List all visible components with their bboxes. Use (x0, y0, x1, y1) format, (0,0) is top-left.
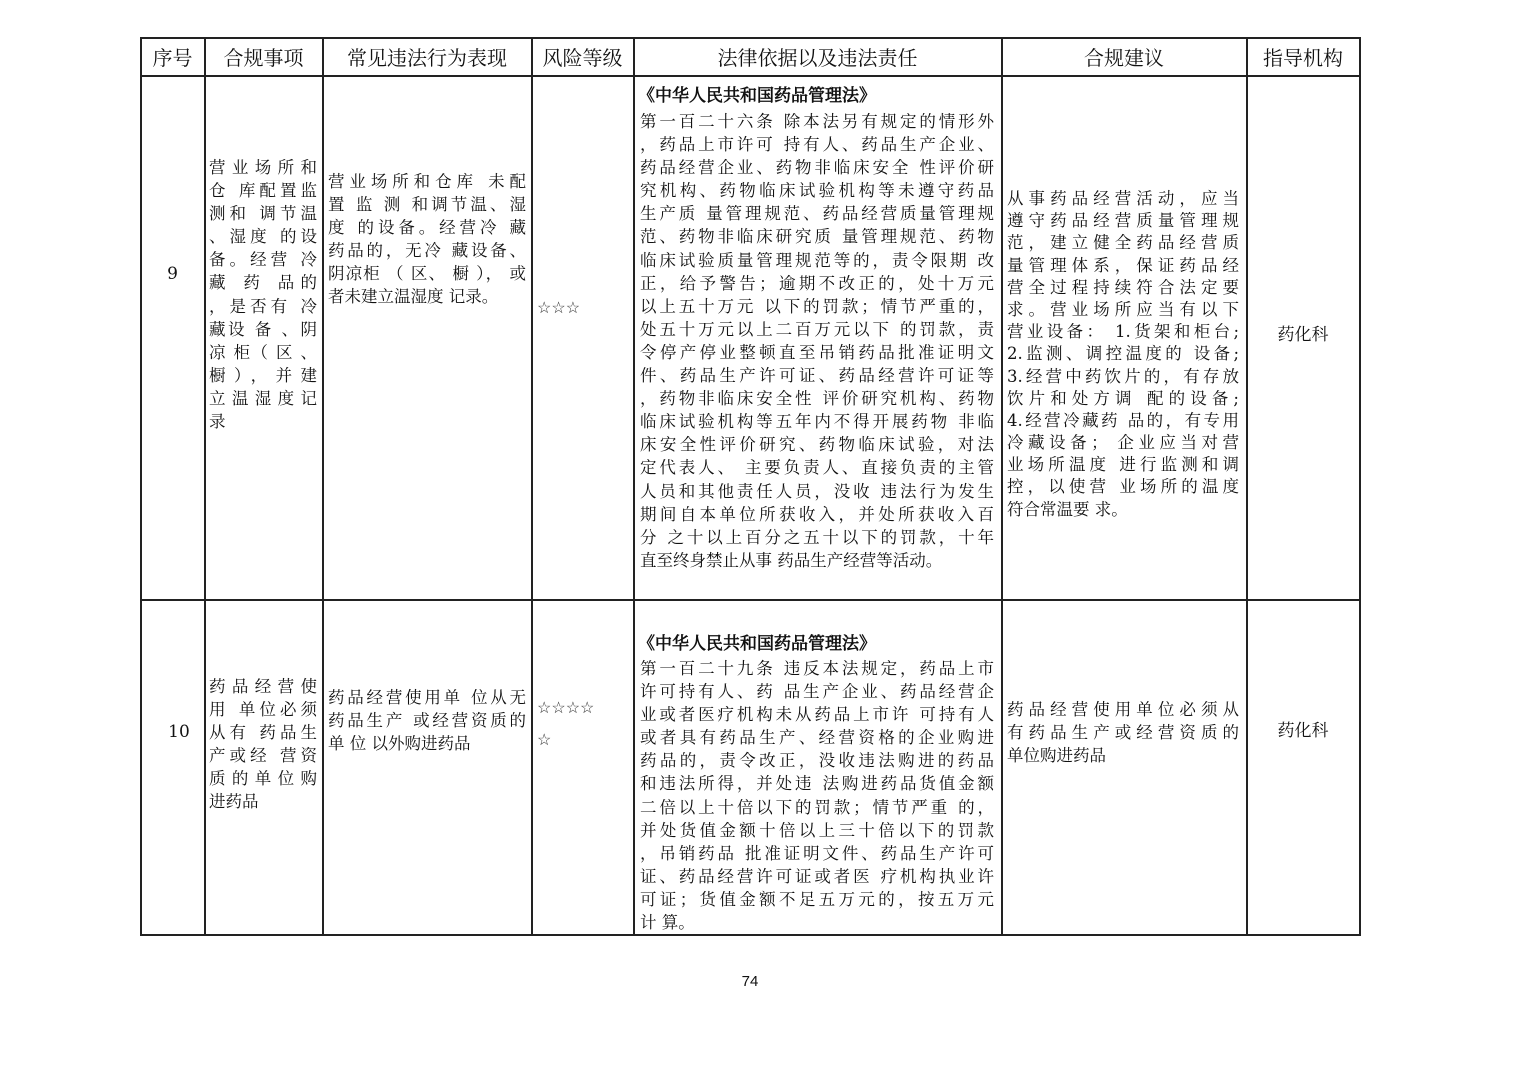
text-line: 件、药品生产许可证、药品经营许可证等 (640, 366, 994, 386)
text-line: ，是否有 冷 (209, 296, 317, 316)
text-line: ☆☆☆☆ (537, 698, 595, 717)
header-law: 法律依据以及违法责任 (717, 46, 918, 70)
text-line: 质 的 单 位 购 (209, 769, 317, 789)
compliance-item (209, 156, 317, 433)
text-line: 从有 药品生 (209, 723, 317, 743)
text-line: 计 算。 (640, 913, 695, 933)
text-line: ，药物非临床安全性 评价研究机构、药物 (640, 389, 994, 409)
text-line: ☆☆☆ (537, 298, 581, 317)
text-line: 符合常温要 求。 (1007, 499, 1128, 519)
text-line: 药 品 经 营 使 (209, 677, 317, 696)
col-line (140, 37, 142, 936)
text-line: 药品的，无冷 藏设备、 (328, 241, 526, 261)
text-line: 立温湿度记 (209, 388, 317, 408)
compliance-advice (1007, 188, 1239, 521)
text-line: 第一百二十六条 除本法另有规定的情形外 (640, 112, 994, 131)
text-line: 业或者医疗机构未从药品上市许 可持有人 (640, 705, 994, 725)
text-line: 产或经 营资 (209, 746, 317, 766)
page-number: 74 (741, 973, 759, 990)
text-line: 直至终身禁止从事 药品生产经营等活动。 (640, 550, 943, 570)
text-line: 正，给予警告；逾期不改正的，处十万元 (640, 273, 994, 293)
text-line: 遵守药品经营质量管理规 (1007, 211, 1239, 231)
col-line (1001, 37, 1003, 936)
text-line: 录 (209, 412, 226, 432)
header-agency: 指导机构 (1263, 46, 1343, 70)
text-line: 从事药品经营活动，应当 (1007, 189, 1239, 208)
text-line: 用 单位必须 (209, 700, 317, 720)
text-line: 饮片和处方调 配的设备; (1007, 388, 1239, 408)
text-line: 橱），并建 (209, 365, 317, 385)
text-line: 人员和其他责任人员，没收 违法行为发生 (640, 481, 994, 501)
row-number: 10 (168, 722, 190, 742)
risk-level-stars (537, 292, 580, 324)
text-line: 营业场所和 (209, 158, 317, 177)
text-line: 营业设备： 1.货架和柜台; (1007, 322, 1239, 342)
text-line: 求。营业场所应当有以下 (1007, 299, 1239, 319)
text-line: 冷藏设备； 企业应当对营 (1007, 433, 1239, 453)
text-line: 药品生产 或经营资质的 (328, 711, 526, 731)
text-line: 进药品 (209, 792, 259, 812)
text-line: 临床试验机构等五年内不得开展药物 非临 (640, 412, 994, 432)
text-line: 凉 柜（ 区 、 (209, 342, 317, 362)
text-line: 有药品生产或经营资质的 (1007, 723, 1239, 743)
header-behavior: 常见违法行为表现 (347, 46, 507, 70)
text-line: 藏设 备 、阴 (209, 319, 317, 339)
text-line: ，药品上市许可 持有人、药品生产企业、 (640, 135, 994, 155)
text-line: 处五十万元以上二百万元以下 的罚款，责 (640, 319, 994, 339)
text-line: 控，以使营 业场所的温度 (1007, 477, 1239, 497)
text-line: 4.经营冷藏药 品的，有专用 (1007, 410, 1239, 430)
col-line (531, 37, 533, 936)
text-line: 业场所温度 进行监测和调 (1007, 455, 1239, 475)
text-line: 并处货值金额十倍以上三十倍以下的罚款 (640, 820, 994, 840)
col-line (1359, 37, 1361, 936)
text-line: 度 的设备。经营冷 藏 (328, 218, 526, 238)
col-line (633, 37, 635, 936)
text-line: 和违法所得，并处违 法购进药品货值金额 (640, 774, 994, 794)
text-line: 2.监测、调控温度的 设备; (1007, 344, 1239, 364)
text-line: 令停产停业整顿直至吊销药品批准证明文 (640, 342, 994, 362)
text-line: 药品经营使用单位必须从 (1007, 700, 1239, 719)
text-line: 仓 库配置监 (209, 181, 317, 201)
text-line: 单位购进药品 (1007, 746, 1106, 766)
risk-level-stars (537, 692, 594, 756)
text-line: 营全过程持续符合法定要 (1007, 277, 1239, 297)
col-line (1246, 37, 1248, 936)
text-line: 测和 调节温 (209, 204, 317, 224)
header-advice: 合规建议 (1084, 46, 1164, 70)
text-line: 证、药品经营许可证或者医 疗机构执业许 (640, 866, 994, 886)
law-text (640, 110, 994, 572)
row-number: 9 (167, 264, 178, 284)
text-line: 置 监 测 和调节温、湿 (328, 195, 526, 215)
text-line: 期间自本单位所获收入，并处所获收入百 (640, 504, 994, 524)
text-line: 床安全性评价研究、药物临床试验，对法 (640, 435, 994, 455)
text-line: 临床试验质量管理规范等的，责令限期 改 (640, 250, 994, 270)
guidance-agency: 药化科 (1277, 325, 1329, 345)
text-line: 究机构、药物临床试验机构等未遵守药品 (640, 181, 994, 201)
text-line: 营业场所和仓库 未配 (328, 172, 526, 191)
text-line: 第一百二十九条 违反本法规定，药品上市 (640, 659, 994, 678)
text-line: 量管理体系，保证药品经 (1007, 255, 1239, 275)
text-line: 定代表人、 主要负责人、直接负责的主管 (640, 458, 994, 478)
text-line: 者未建立温湿度 记录。 (328, 287, 499, 307)
text-line: 许可持有人、药 品生产企业、药品经营企 (640, 682, 994, 702)
text-line: ，吊销药品 批准证明文件、药品生产许可 (640, 843, 994, 863)
text-line: 藏 药 品的 (209, 273, 317, 293)
text-line: 分 之十以上百分之五十以下的罚款，十年 (640, 527, 994, 547)
violation-behavior (328, 686, 526, 755)
col-line (204, 37, 206, 936)
header-item: 合规事项 (223, 46, 304, 70)
text-line: 二倍以上十倍以下的罚款；情节严重 的， (640, 797, 994, 817)
text-line: 或者具有药品生产、经营资格的企业购进 (640, 728, 994, 748)
header-no: 序号 (152, 46, 193, 70)
violation-behavior (328, 170, 526, 309)
text-line: 、湿度 的设 (209, 227, 317, 247)
text-line: 药品经营企业、药物非临床安全 性评价研 (640, 158, 994, 178)
col-line (322, 37, 324, 936)
text-line: 以上五十万元 以下的罚款；情节严重的， (640, 296, 994, 316)
header-risk: 风险等级 (542, 46, 623, 70)
text-line: 药品经营使用单 位从无 (328, 688, 526, 707)
text-line: 范、药物非临床研究质 量管理规范、药物 (640, 227, 994, 247)
text-line: 单 位 以外购进药品 (328, 734, 471, 754)
text-line: 3.经营中药饮片的，有存放 (1007, 366, 1239, 386)
compliance-item (209, 675, 317, 814)
law-text (640, 657, 994, 934)
text-line: 备。经营 冷 (209, 250, 317, 270)
compliance-advice (1007, 698, 1239, 767)
text-line: 阴凉柜 （ 区、 橱 ）， 或 (328, 264, 526, 284)
text-line: 可证；货值金额不足五万元的，按五万元 (640, 889, 994, 909)
text-line: 药品的，责令改正，没收违法购进的药品 (640, 751, 994, 771)
guidance-agency: 药化科 (1277, 721, 1329, 741)
text-line: 范，建立健全药品经营质 (1007, 233, 1239, 253)
text-line: ☆ (537, 730, 552, 749)
text-line: 生产质 量管理规范、药品经营质量管理规 (640, 204, 994, 224)
law-title: 《中华人民共和国药品管理法》 (638, 86, 876, 106)
law-title: 《中华人民共和国药品管理法》 (638, 634, 876, 654)
